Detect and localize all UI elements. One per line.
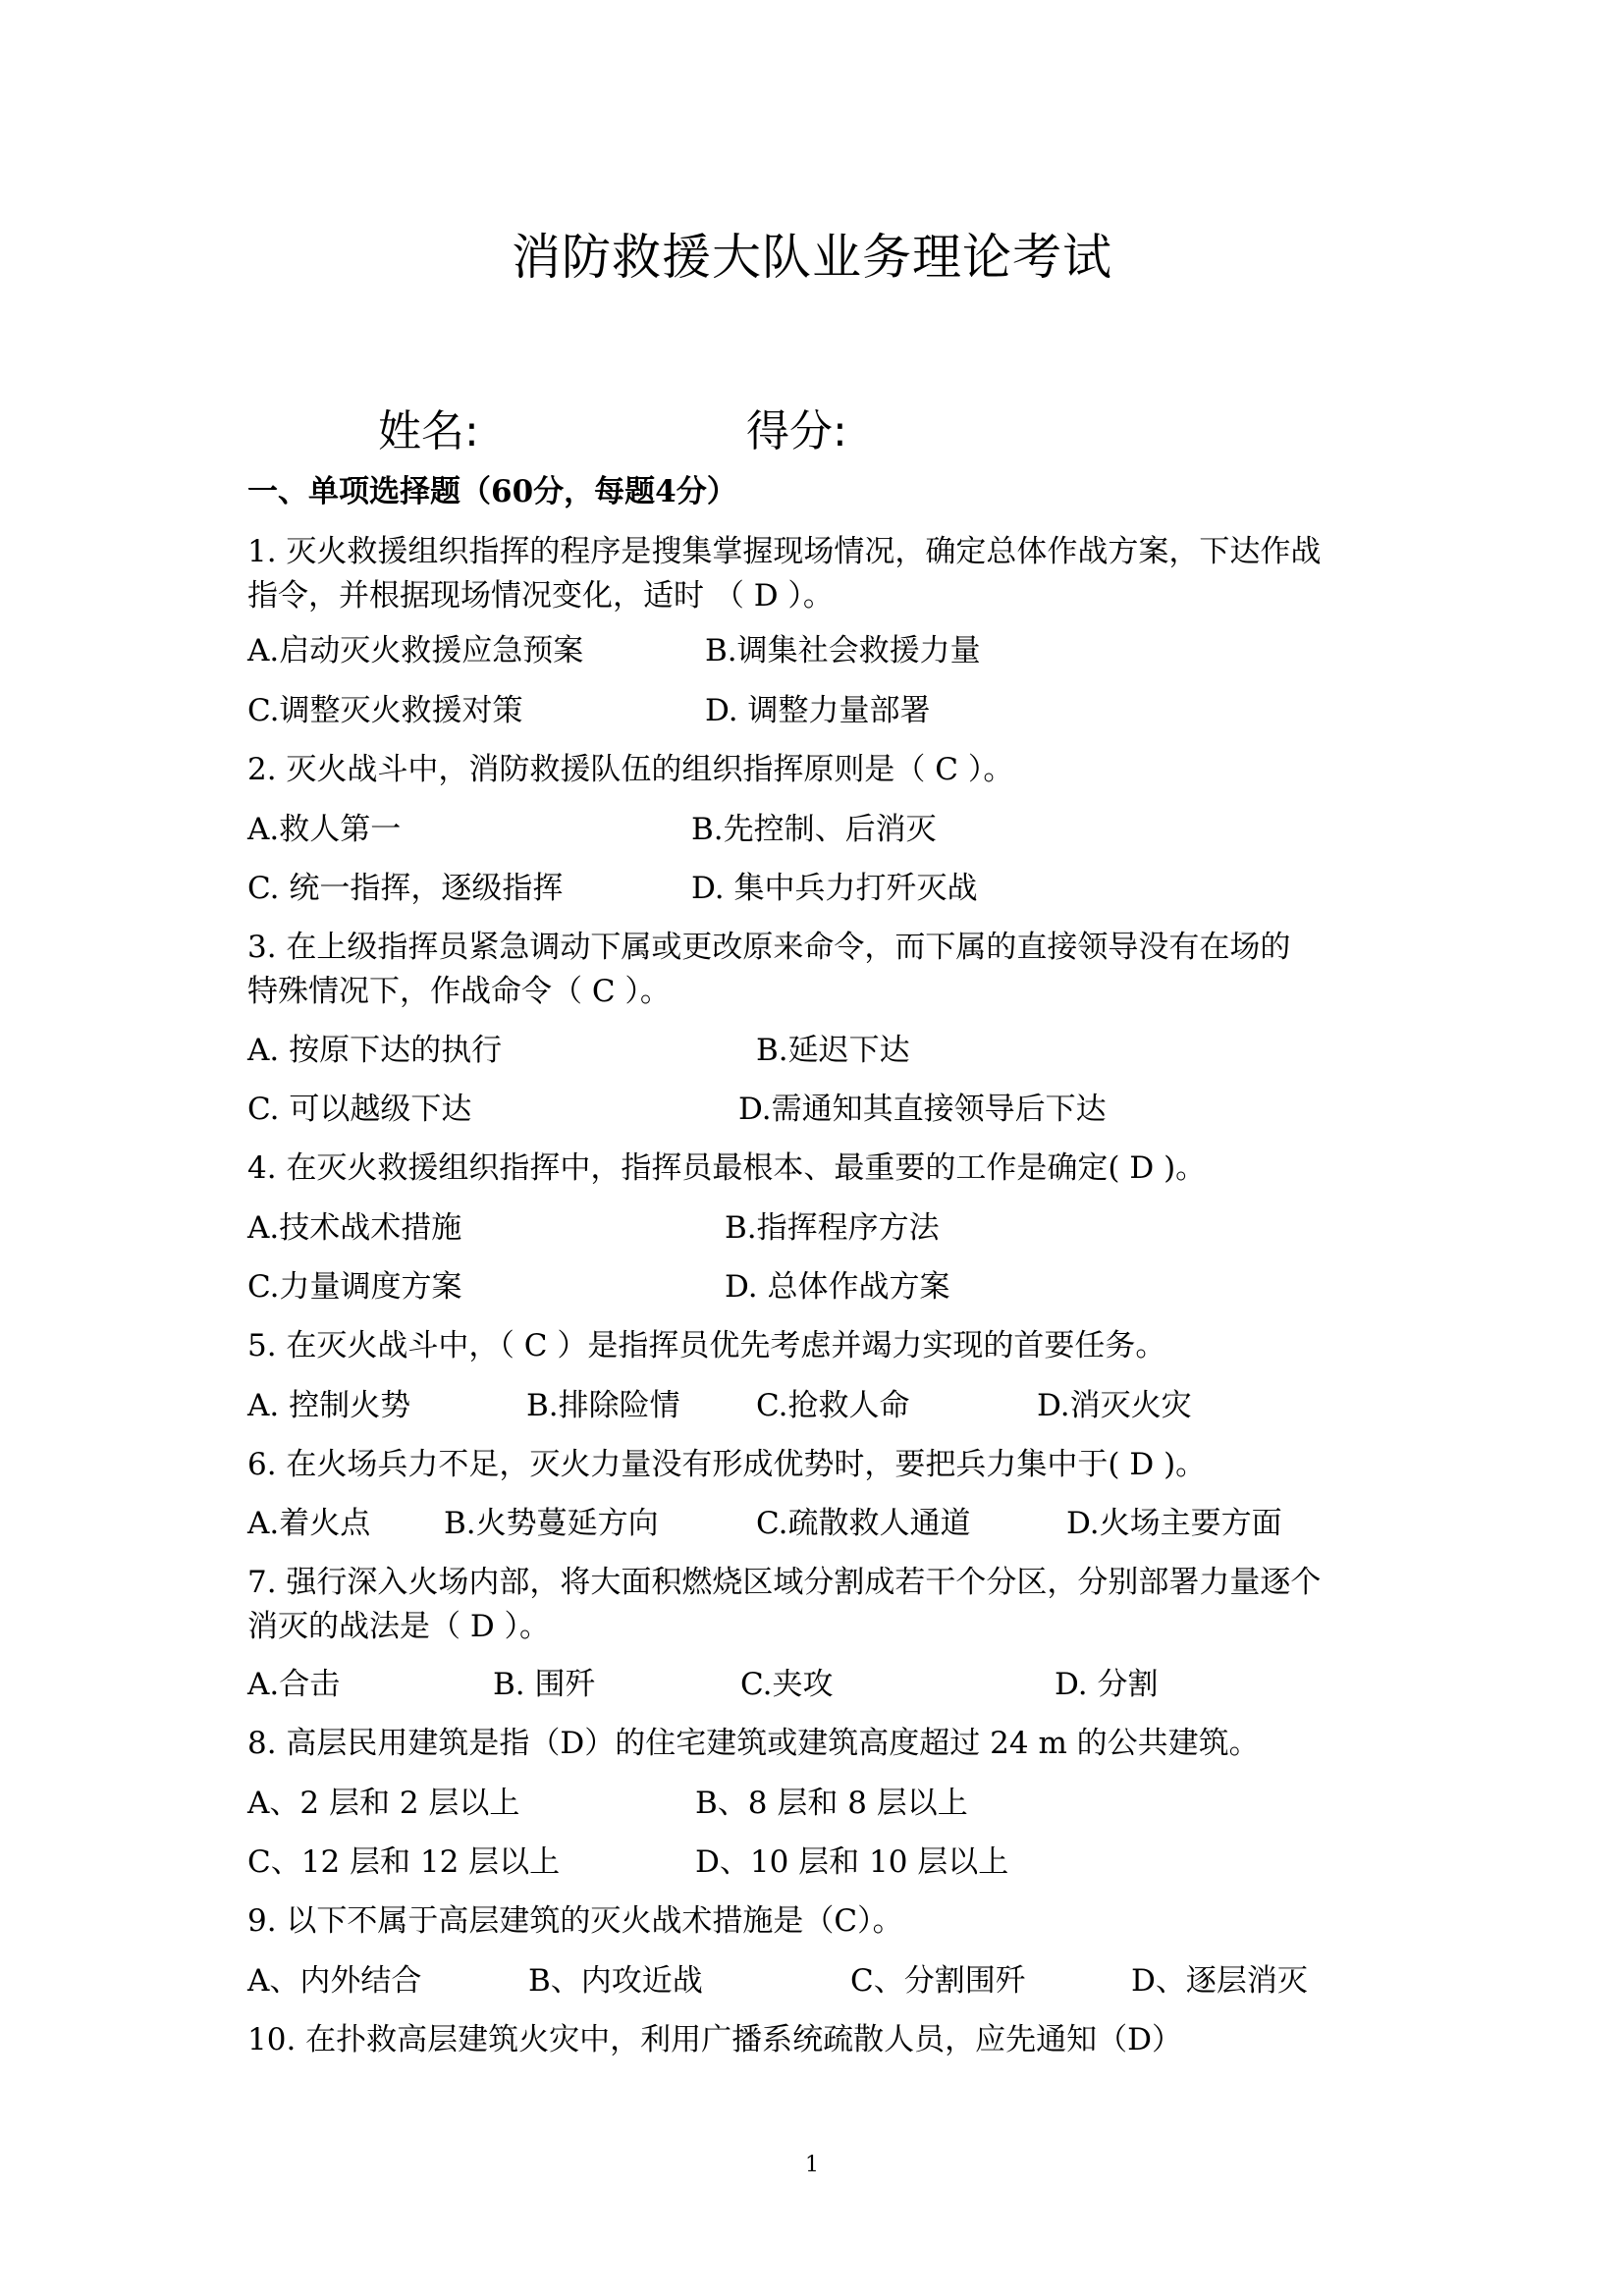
- question-2-options-row-2: [247, 867, 1396, 910]
- question-7-line-2: 消灭的战法是（ D ）。: [247, 1609, 551, 1644]
- question-2-line-1: 2. 灭火战斗中，消防救援队伍的组织指挥原则是（ C ）。: [247, 752, 1014, 787]
- question-6-line-1: 6. 在火场兵力不足，灭火力量没有形成优势时，要把兵力集中于( D )。: [247, 1447, 1207, 1482]
- question-10-line-1: 10. 在扑救高层建筑火灾中，利用广播系统疏散人员，应先通知（D）: [247, 2022, 1183, 2057]
- question-1-line-1: 1. 灭火救援组织指挥的程序是搜集掌握现场情况，确定总体作战方案，下达作战: [247, 534, 1322, 569]
- page-number: 1: [805, 2153, 819, 2177]
- question-1-option-d: D. 调整力量部署: [705, 693, 931, 728]
- question-9-line-1: 9. 以下不属于高层建筑的灭火战术措施是（C）。: [247, 1903, 903, 1939]
- question-4-option-a: A.技术战术措施: [247, 1210, 462, 1246]
- question-6-option-a: A.着火点: [247, 1506, 371, 1541]
- question-8-option-b: B、8 层和 8 层以上: [695, 1786, 968, 1821]
- question-2-option-c: C. 统一指挥，逐级指挥: [247, 871, 564, 906]
- question-5-option-a: A. 控制火势: [247, 1388, 411, 1423]
- question-3-line-2: 特殊情况下，作战命令（ C ）。: [247, 974, 671, 1009]
- question-3-options-row-1: [247, 1029, 1396, 1072]
- question-3-line-1: 3. 在上级指挥员紧急调动下属或更改原来命令，而下属的直接领导没有在场的: [247, 930, 1291, 965]
- question-3-options-row-2: [247, 1088, 1396, 1131]
- question-7-option-a: A.合击: [247, 1667, 341, 1702]
- question-7-line-1: 7. 强行深入火场内部，将大面积燃烧区域分割成若干个分区，分别部署力量逐个: [247, 1565, 1322, 1600]
- question-9-option-a: A、内外结合: [247, 1963, 422, 1999]
- question-8-option-a: A、2 层和 2 层以上: [247, 1786, 520, 1821]
- question-1-option-b: B.调集社会救援力量: [705, 633, 981, 668]
- question-9-option-c: C、分割围歼: [850, 1963, 1026, 1999]
- question-8-options-row-2: [247, 1841, 1396, 1884]
- section-heading: 一、单项选择题（60分，每题4分）: [247, 474, 737, 509]
- question-3-option-b: B.延迟下达: [756, 1033, 910, 1068]
- score-label: 得分:: [746, 406, 847, 456]
- question-8-line-1: 8. 高层民用建筑是指（D）的住宅建筑或建筑高度超过 24 m 的公共建筑。: [247, 1726, 1260, 1761]
- name-label: 姓名:: [378, 406, 479, 456]
- question-5-option-d: D.消灭火灾: [1037, 1388, 1192, 1423]
- question-6-option-d: D.火场主要方面: [1066, 1506, 1282, 1541]
- question-3-option-d: D.需通知其直接领导后下达: [738, 1092, 1107, 1127]
- question-2-option-d: D. 集中兵力打歼灭战: [691, 871, 978, 906]
- question-9-option-d: D、逐层消灭: [1131, 1963, 1308, 1999]
- question-4-line-1: 4. 在灭火救援组织指挥中，指挥员最根本、最重要的工作是确定( D )。: [247, 1150, 1207, 1186]
- question-8-option-c: C、12 层和 12 层以上: [247, 1844, 561, 1880]
- question-2-options-row-1: [247, 808, 1396, 851]
- question-7-option-c: C.夹攻: [740, 1667, 834, 1702]
- question-7-option-d: D. 分割: [1055, 1667, 1159, 1702]
- exam-title: 消防救援大队业务理论考试: [512, 229, 1112, 286]
- question-4-option-d: D. 总体作战方案: [725, 1269, 950, 1305]
- question-4-options-row-1: [247, 1206, 1396, 1250]
- question-6-option-b: B.火势蔓延方向: [444, 1506, 659, 1541]
- question-5-options-row-1: [247, 1384, 1396, 1427]
- question-5-option-c: C.抢救人命: [756, 1388, 910, 1423]
- question-3-option-a: A. 按原下达的执行: [247, 1033, 503, 1068]
- question-4-options-row-2: [247, 1265, 1396, 1308]
- question-1-option-a: A.启动灭火救援应急预案: [247, 633, 584, 668]
- question-6-options-row-1: [247, 1502, 1396, 1545]
- question-9-options-row-1: [247, 1959, 1396, 2002]
- question-2-option-b: B.先控制、后消灭: [691, 812, 937, 847]
- question-8-options-row-1: [247, 1782, 1396, 1825]
- question-5-option-b: B.排除险情: [526, 1388, 680, 1423]
- question-4-option-c: C.力量调度方案: [247, 1269, 462, 1305]
- question-1-options-row-1: [247, 629, 1396, 672]
- question-1-option-c: C.调整灭火救援对策: [247, 693, 523, 728]
- question-3-option-c: C. 可以越级下达: [247, 1092, 472, 1127]
- question-9-option-b: B、内攻近战: [528, 1963, 703, 1999]
- question-1-line-2: 指令，并根据现场情况变化，适时 （ D ）。: [247, 578, 834, 614]
- question-1-options-row-2: [247, 689, 1396, 732]
- question-4-option-b: B.指挥程序方法: [725, 1210, 940, 1246]
- question-6-option-c: C.疏散救人通道: [756, 1506, 971, 1541]
- question-5-line-1: 5. 在灭火战斗中，（ C ）是指挥员优先考虑并竭力实现的首要任务。: [247, 1328, 1166, 1363]
- question-2-option-a: A.救人第一: [247, 812, 402, 847]
- question-8-option-d: D、10 层和 10 层以上: [695, 1844, 1009, 1880]
- question-7-options-row-1: [247, 1663, 1396, 1706]
- question-7-option-b: B. 围歼: [493, 1667, 596, 1702]
